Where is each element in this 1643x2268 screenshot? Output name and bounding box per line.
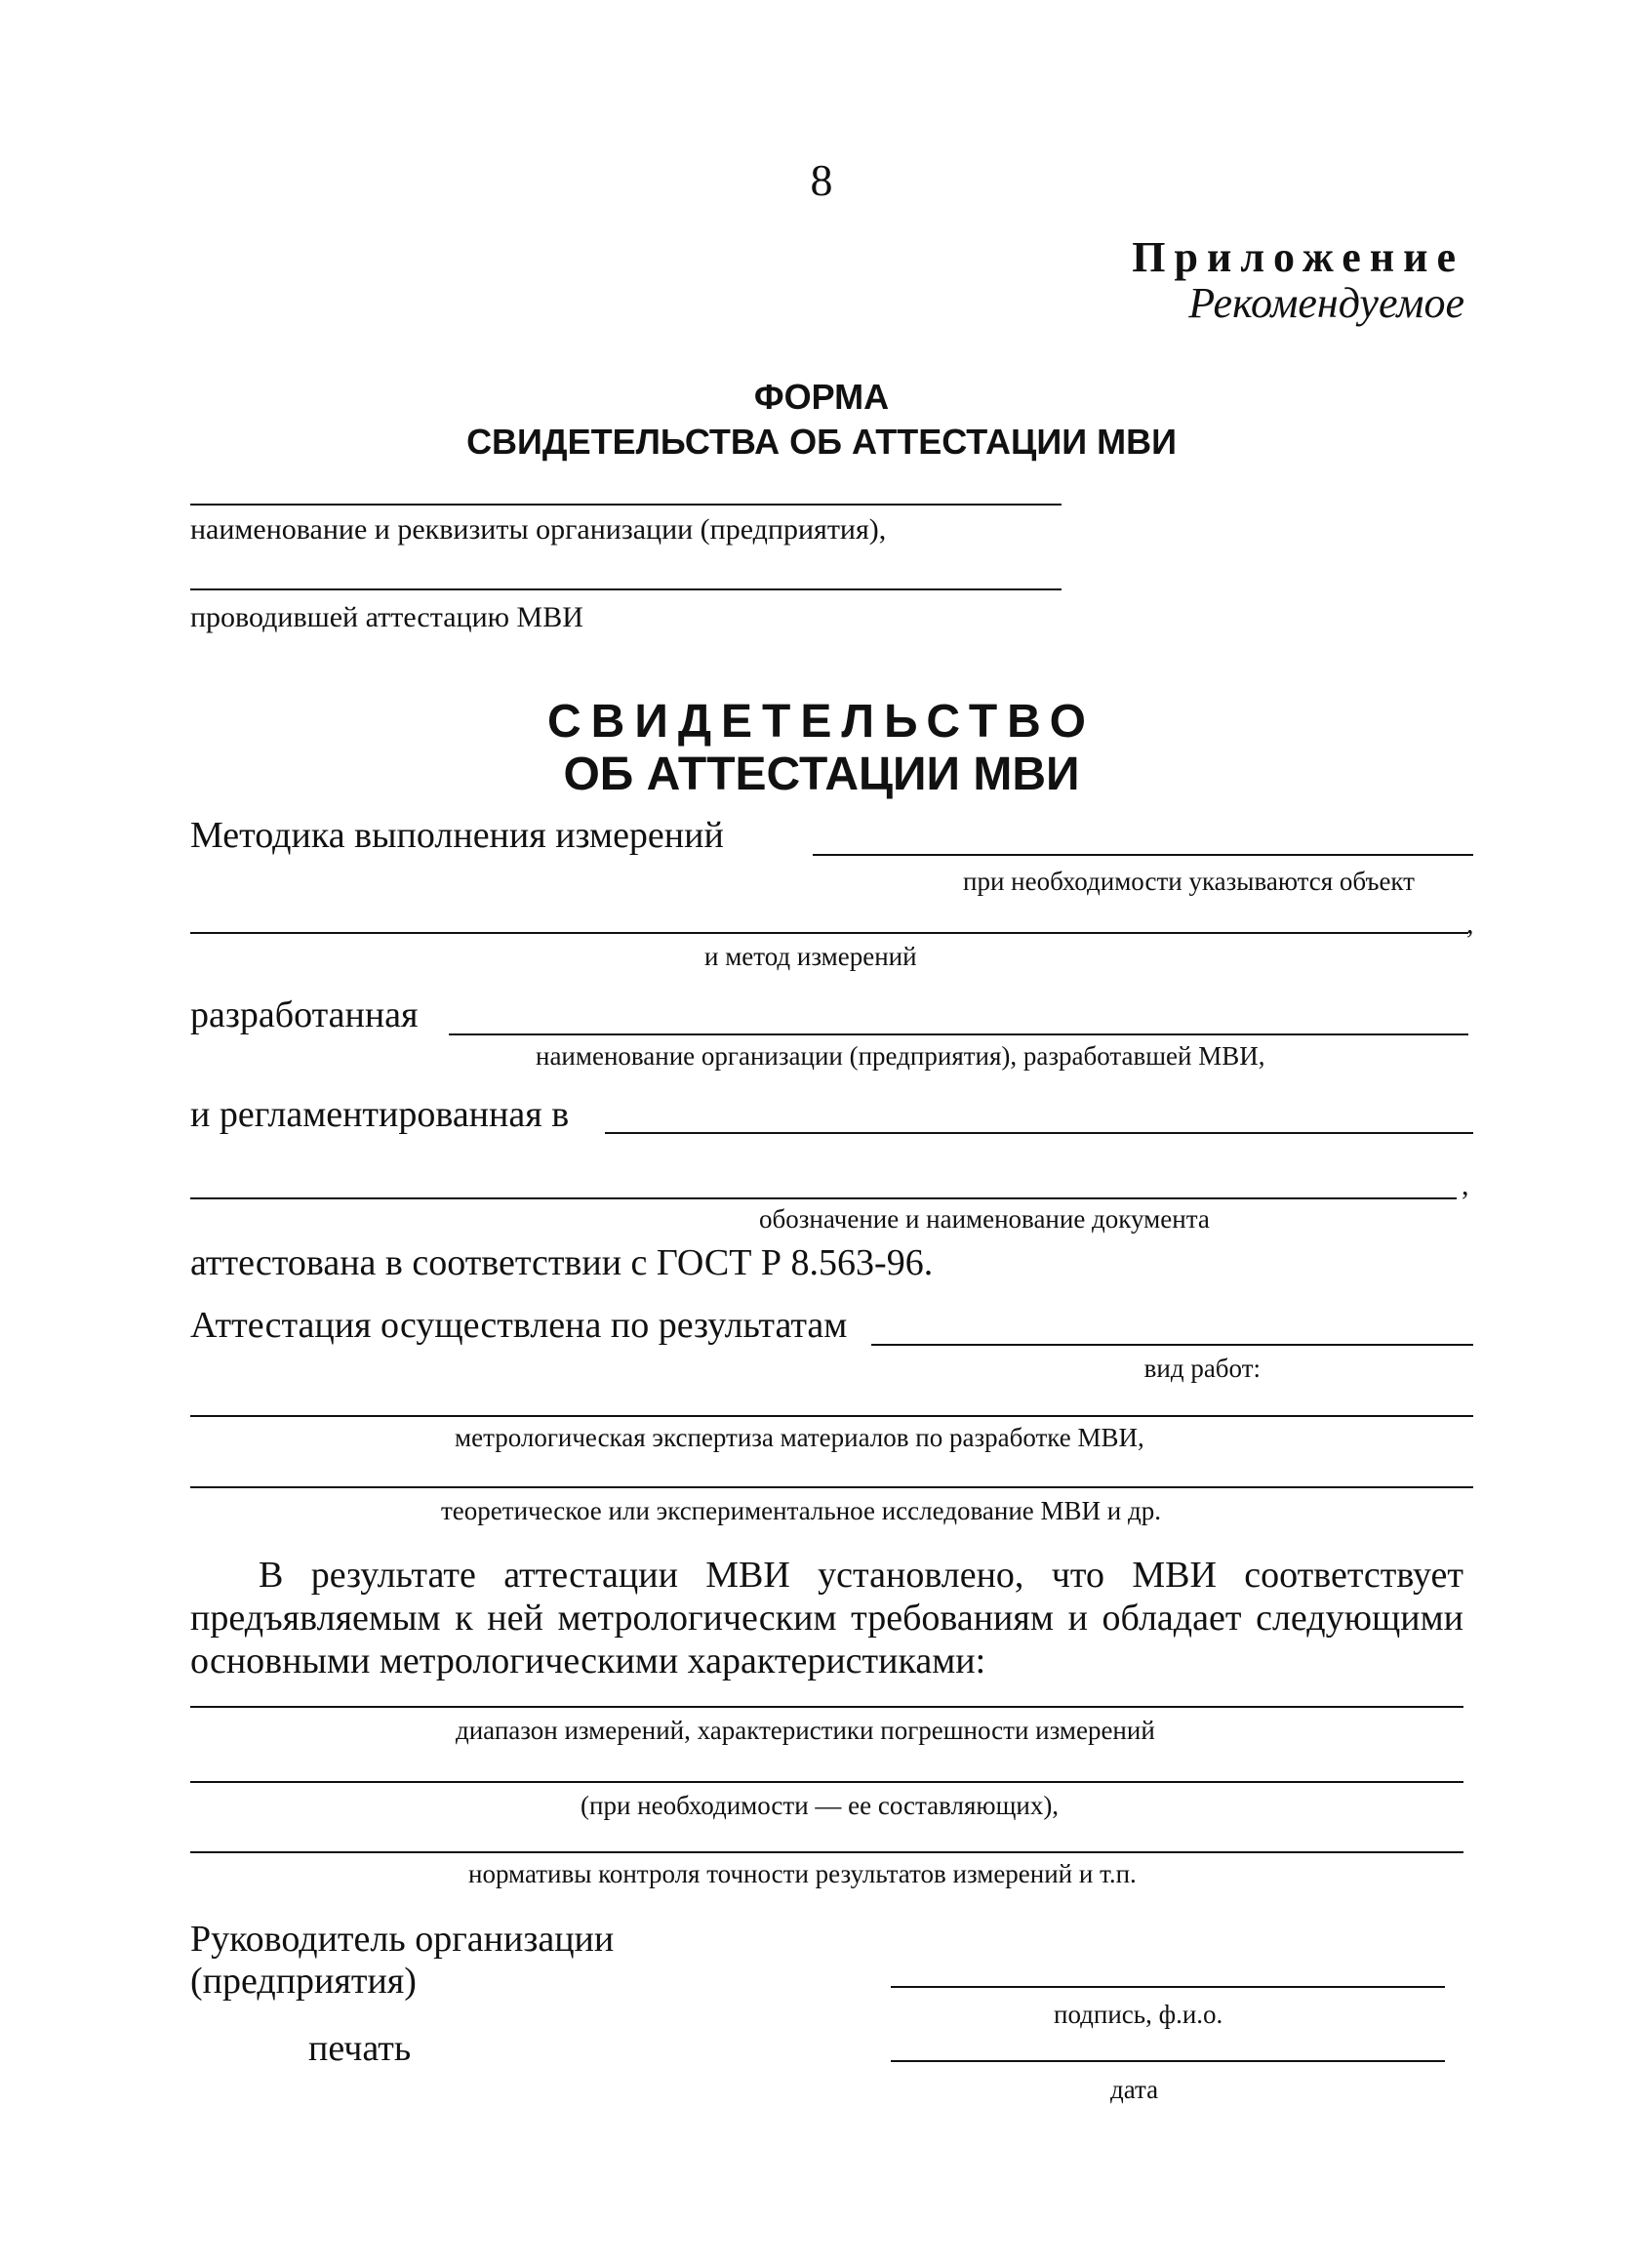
regulated-label: и регламентированная в [190,1094,570,1135]
page-number: 8 [810,155,833,205]
results-label: Аттестация осуществлена по результатам [190,1305,848,1346]
conclusion-line-1 [190,1706,1463,1708]
appendix-status: Рекомендуемое [1188,279,1464,327]
developed-hint: наименование организации (предприятия), разработавшей МВИ, [536,1041,1265,1071]
method-line-comma: , [1466,908,1474,940]
organization-caption-1: наименование и реквизиты организации (предприятия), [190,513,887,546]
regulated-line-2 [190,1197,1457,1199]
method-hint-1: при необходимости указываются объект [963,867,1415,896]
developed-line [449,1033,1468,1035]
signature-line [891,1986,1445,1988]
regulated-line-1 [605,1132,1473,1134]
head-of-organization-line2: (предприятия) [190,1961,417,2002]
form-title-line2: СВИДЕТЕЛЬСТВА ОБ АТТЕСТАЦИИ МВИ [466,422,1177,462]
signature-caption: подпись, ф.и.о. [1054,2000,1223,2029]
date-line [891,2060,1445,2062]
head-of-organization-line1: Руководитель организации [190,1919,615,1960]
results-hint-3: теоретическое или экспериментальное исследование МВИ и др. [441,1496,1161,1525]
method-line-1 [813,854,1473,856]
conclusion-hint-1: диапазон измерений, характеристики погрешности измерений [456,1716,1155,1745]
date-caption: дата [1110,2075,1159,2104]
organization-line-2 [190,588,1062,590]
form-title-line1: ФОРМА [753,377,890,417]
attested-text: аттестована в соответствии с ГОСТ Р 8.563-96. [190,1242,934,1283]
certificate-title-line2: ОБ АТТЕСТАЦИИ МВИ [563,749,1080,800]
regulated-line-comma: , [1462,1169,1469,1201]
results-hint-2: метрологическая экспертиза материалов по разработке МВИ, [455,1423,1144,1452]
conclusion-hint-2: (при необходимости — ее составляющих), [581,1791,1060,1820]
stamp-label: печать [308,2028,412,2069]
results-line-3 [190,1486,1473,1488]
results-hint-1: вид работ: [1143,1354,1261,1383]
conclusion-line-2 [190,1781,1463,1783]
results-line-2 [190,1415,1473,1417]
results-line-1 [871,1344,1473,1346]
certificate-title-line1: СВИДЕТЕЛЬСТВО [547,696,1096,748]
developed-label: разработанная [190,994,419,1035]
organization-line-1 [190,504,1062,506]
conclusion-line-3 [190,1851,1463,1853]
method-label: Методика выполнения измерений [190,815,724,856]
organization-caption-2: проводившей аттестацию МВИ [190,601,583,633]
conclusion-hint-3: нормативы контроля точности результатов измерений и т.п. [468,1859,1137,1888]
method-hint-2: и метод измерений [704,942,917,971]
regulated-hint: обозначение и наименование документа [759,1204,1210,1234]
method-line-2 [190,932,1468,934]
appendix-label: Приложение [1132,233,1464,281]
conclusion-paragraph: В результате аттестации МВИ установлено, что МВИ соответствует предъявляемым к ней метрологическим требованиям и обладает следующими основными метрологическими характеристиками: [190,1555,1463,1681]
